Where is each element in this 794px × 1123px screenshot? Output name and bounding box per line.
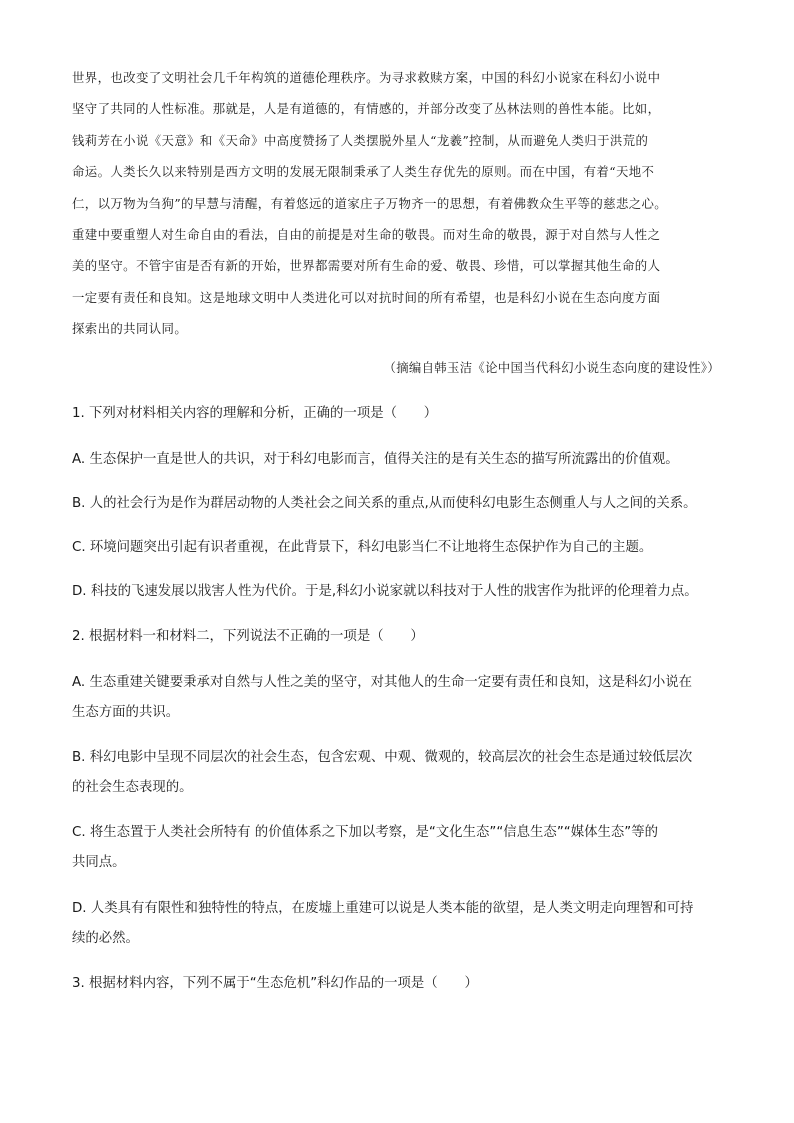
- question-2-stem: 2. 根据材料一和材料二，下列说法不正确的一项是（ ）: [72, 629, 424, 644]
- question-2-option-b-continued: 的社会生态表现的。: [72, 780, 193, 795]
- question-2-option-a: A. 生态重建关键要秉承对自然与人性之美的坚守，对其他人的生命一定要有责任和良知，这是科幻小说在: [72, 675, 693, 690]
- question-2-option-b: B. 科幻电影中呈现不同层次的社会生态，包含宏观、中观、微观的，较高层次的社会生态是通过较低层次: [72, 750, 693, 765]
- passage-line: 坚守了共同的人性标准。那就是，人是有道德的，有情感的，并部分改变了丛林法则的兽性本能。比如，: [72, 101, 661, 117]
- question-1-option-a: A. 生态保护一直是世人的共识，对于科幻电影而言，值得关注的是有关生态的描写所流露出的价值观。: [72, 452, 679, 467]
- passage-line: 探索出的共同认同。: [72, 321, 188, 337]
- question-1-option-c: C. 环境问题突出引起有识者重视，在此背景下，科幻电影当仁不让地将生态保护作为自己的主题。: [72, 540, 653, 555]
- question-2-option-d: D. 人类具有有限性和独特性的特点，在废墟上重建可以说是人类本能的欲望，是人类文明走向理智和可持: [72, 901, 694, 916]
- passage-line: 钱莉芳在小说《天意》和《天命》中高度赞扬了人类摆脱外星人“龙羲”控制，从而避免人类归于洪荒的: [72, 132, 649, 148]
- passage-line: 一定要有责任和良知。这是地球文明中人类进化可以对抗时间的所有希望，也是科幻小说在生态向度方面: [72, 289, 661, 305]
- question-2-option-d-continued: 续的必然。: [72, 931, 139, 946]
- passage-line: 美的坚守。不管宇宙是否有新的开始，世界都需要对所有生命的爱、敬畏、珍惜，可以掌握其他生命的人: [72, 258, 661, 274]
- question-1-option-b: B. 人的社会行为是作为群居动物的人类社会之间关系的重点,从而使科幻电影生态侧重人与人之间的关系。: [72, 496, 697, 511]
- question-2-option-c-continued: 共同点。: [72, 855, 126, 870]
- passage-line: 仁，以万物为刍狗”的早慧与清醒，有着悠远的道家庄子万物齐一的思想，有着佛教众生平等的慈悲之心。: [72, 195, 668, 211]
- passage-line: 重建中要重塑人对生命自由的看法，自由的前提是对生命的敬畏。而对生命的敬畏，源于对自然与人性之: [72, 226, 661, 242]
- question-2-option-a-continued: 生态方面的共识。: [72, 705, 180, 720]
- question-1-stem: 1. 下列对材料相关内容的理解和分析，正确的一项是（ ）: [72, 406, 438, 421]
- question-2-option-c: C. 将生态置于人类社会所特有 的价值体系之下加以考察，是“文化生态”“信息生态”“媒体生态”等的: [72, 825, 658, 840]
- passage-line: 世界，也改变了文明社会几千年构筑的道德伦理秩序。为寻求救赎方案，中国的科幻小说家在科幻小说中: [72, 70, 661, 85]
- passage-line: 命运。人类长久以来特别是西方文明的发展无限制秉承了人类生存优先的原则。而在中国，有着“天地不: [72, 164, 655, 180]
- question-3-stem: 3. 根据材料内容，下列不属于“生态危机”科幻作品的一项是（ ）: [72, 976, 478, 991]
- reading-passage: [72, 62, 732, 345]
- passage-source-citation: （摘编自韩玉洁《论中国当代科幻小说生态向度的建设性》）: [383, 360, 720, 375]
- question-1-option-d: D. 科技的飞速发展以戕害人性为代价。于是,科幻小说家就以科技对于人性的戕害作为批评的伦理着力点。: [72, 584, 698, 599]
